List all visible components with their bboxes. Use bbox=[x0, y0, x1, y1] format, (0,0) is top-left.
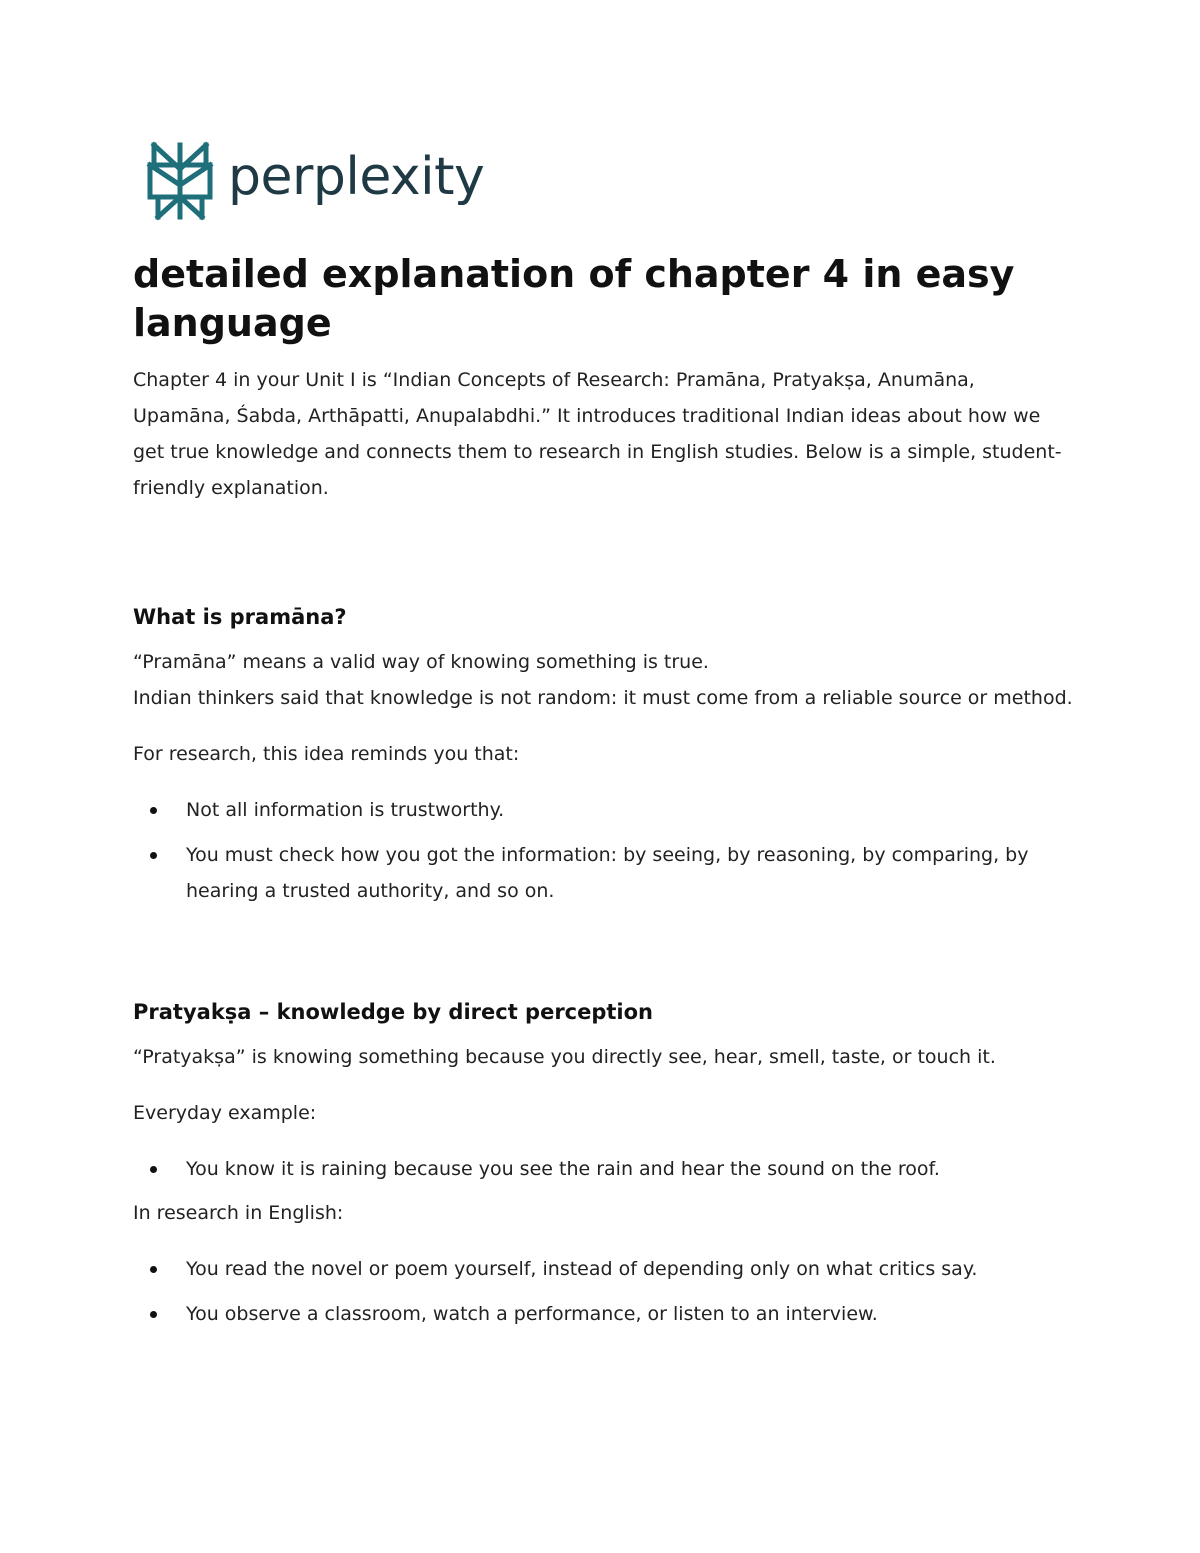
perplexity-logo-icon bbox=[146, 141, 214, 221]
pramana-definition: “Pramāna” means a valid way of knowing something is true. bbox=[133, 651, 709, 673]
everyday-example-lead: Everyday example: bbox=[133, 1102, 317, 1124]
document-title: detailed explanation of chapter 4 in easy language bbox=[133, 252, 1015, 345]
perplexity-wordmark: perplexity bbox=[228, 147, 485, 207]
intro-paragraph: Chapter 4 in your Unit I is “Indian Concepts of Research: Pramāna, Pratyakṣa, Anumāna, Upamāna, Śabda, Arthāpatti, Anupalabdhi.” It introduces traditional Indian ideas about how we get true knowledge and connects them to research in English studies. Below is a simple, student-friendly explanation. bbox=[133, 369, 1062, 499]
list-item: You know it is raining because you see the rain and hear the sound on the roof. bbox=[133, 1151, 1073, 1187]
document-body bbox=[133, 250, 1073, 1332]
list-item: Not all information is trustworthy. bbox=[133, 792, 1073, 828]
list-item: You observe a classroom, watch a performance, or listen to an interview. bbox=[133, 1296, 1073, 1332]
pramana-explanation: Indian thinkers said that knowledge is not random: it must come from a reliable source or method. bbox=[133, 687, 1073, 709]
pramana-bullet-list bbox=[133, 792, 1073, 909]
research-bullet-list bbox=[133, 1251, 1073, 1332]
bullet-icon bbox=[150, 1266, 157, 1273]
perplexity-logo bbox=[146, 140, 484, 222]
bullet-icon bbox=[150, 1311, 157, 1318]
research-lead: In research in English: bbox=[133, 1202, 344, 1224]
list-item: You must check how you got the information: by seeing, by reasoning, by comparing, by hearing a trusted authority, and so on. bbox=[133, 837, 1073, 909]
bullet-icon bbox=[150, 852, 157, 859]
bullet-icon bbox=[150, 807, 157, 814]
section-pratyaksa bbox=[133, 997, 1073, 1332]
section-heading-pratyaksa: Pratyakṣa – knowledge by direct perception bbox=[133, 1000, 654, 1024]
example-bullet-list bbox=[133, 1151, 1073, 1187]
section-heading-pramana: What is pramāna? bbox=[133, 605, 347, 629]
section-pramana bbox=[133, 602, 1073, 909]
list-item: You read the novel or poem yourself, instead of depending only on what critics say. bbox=[133, 1251, 1073, 1287]
bullet-icon bbox=[150, 1166, 157, 1173]
pramana-lead: For research, this idea reminds you that: bbox=[133, 743, 520, 765]
pratyaksa-definition: “Pratyakṣa” is knowing something because you directly see, hear, smell, taste, or touch it. bbox=[133, 1046, 996, 1068]
